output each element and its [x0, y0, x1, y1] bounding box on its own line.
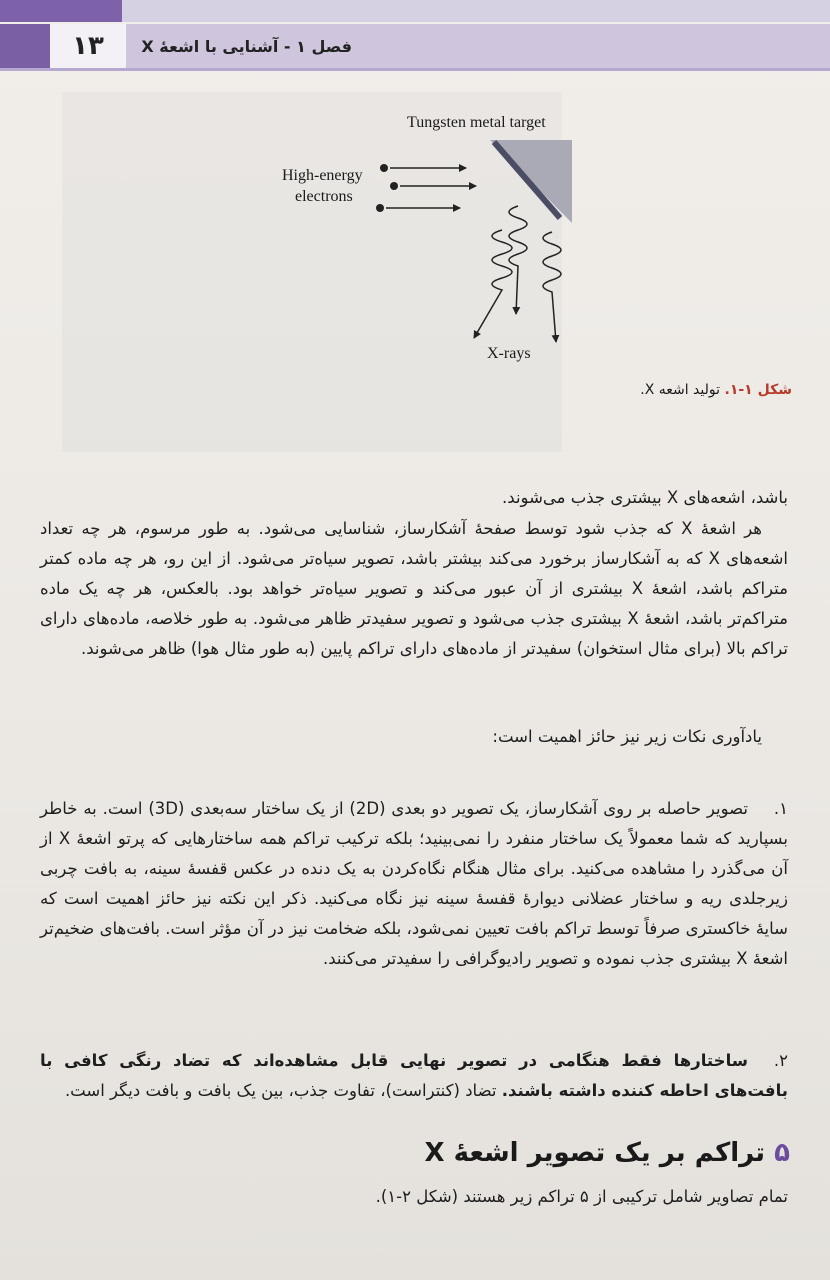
- caption-text: تولید اشعه X.: [640, 382, 725, 398]
- xray-wave: [509, 206, 527, 314]
- section-intro: تمام تصاویر شامل ترکیبی از ۵ تراکم زیر هستند (شکل ۲-۱).: [375, 1187, 788, 1206]
- top-color-band-accent: [0, 0, 122, 22]
- xray-wave: [474, 230, 512, 338]
- list-item-2-bold-text: ساختارها فقط هنگامی در تصویر نهایی قابل مشاهده‌اند که تضاد رنگی کافی با بافت‌های احاطه کننده داشته باشند.: [40, 1051, 788, 1100]
- list-item-2-number: ۲.: [773, 1051, 788, 1070]
- figure-caption: [640, 382, 792, 398]
- list-item-2: [40, 1046, 788, 1106]
- list-item-1: [40, 794, 788, 974]
- header-accent-block: [0, 24, 50, 68]
- top-color-band: [0, 0, 830, 22]
- list-item-2-text: تضاد (کنتراست)، تفاوت جذب، بین یک بافت و بافت دیگر است.: [64, 1081, 502, 1100]
- xray-wave: [543, 232, 561, 342]
- label-tungsten-target: Tungsten metal target: [407, 114, 546, 131]
- electron-dot: [376, 204, 384, 212]
- chapter-title: فصل ۱ - آشنایی با اشعهٔ X: [141, 36, 352, 56]
- label-xrays: X-rays: [487, 345, 531, 362]
- label-electrons-line1: High-energy: [282, 167, 363, 184]
- paragraph-1: باشد، اشعه‌های X بیشتری جذب می‌شوند.: [502, 488, 788, 507]
- page-number: ۱۳: [50, 24, 126, 68]
- paragraph-2: [40, 514, 788, 664]
- paragraph-2-text: هر اشعهٔ X که جذب شود توسط صفحهٔ آشکارساز، شناسایی می‌شود. به طور مرسوم، هر چه تعداد اشعه‌های X که به آشکارساز برخورد می‌کند بیشتر باشد، تصویر سیاه‌تر می‌شود. از این رو، هر چه ماده کمتر متراکم باشد، اشعهٔ X بیشتری از آن عبور می‌کند و تصویر سیاه‌تر خواهد بود. بالعکس، هر چه یک ماده متراکم‌تر باشد، اشعهٔ X بیشتری جذب می‌شود و تصویر سفیدتر ظاهر می‌شود. به طور خلاصه، ماده‌های دارای تراکم بالا (برای مثال استخوان) سفیدتر از ماده‌های دارای تراکم پایین (به طور مثال هوا) ظاهر می‌شوند.: [40, 519, 788, 658]
- label-electrons-line2: electrons: [295, 188, 353, 205]
- header-title-bar: [126, 24, 830, 68]
- caption-number: شکل ۱-۱.: [724, 382, 792, 398]
- list-item-1-text: تصویر حاصله بر روی آشکارساز، یک تصویر دو بعدی (2D) از یک ساختار سه‌بعدی (3D) است. به خاطر بسپارید که شما معمولاً یک ساختار منفرد را نمی‌بینید؛ بلکه ترکیب تراکم همه ساختارهایی که پرتو اشعهٔ X از آن می‌گذرد را مشاهده می‌کنید. برای مثال هنگام نگاه‌کردن به یک دنده در عکس قفسهٔ سینه، به بافت چربی زیرجلدی ریه و ساختار عضلانی دیوارهٔ قفسهٔ سینه نیز نگاه می‌کنید. ذکر این نکته نیز حائز اهمیت است که سایهٔ خاکستری صرفاً توسط تراکم بافت تعیین نمی‌شود، بلکه ضخامت نیز در آن مؤثر است. بافت‌های ضخیم‌تر اشعهٔ X بیشتری جذب نموده و تصویر رادیوگرافی را سفیدتر می‌کنند.: [40, 799, 788, 968]
- section-number: ۵: [774, 1138, 790, 1168]
- electron-dot: [390, 182, 398, 190]
- xray-production-diagram: [270, 108, 590, 378]
- paragraph-3: [40, 722, 788, 752]
- electron-dot: [380, 164, 388, 172]
- page-header: [0, 24, 830, 68]
- section-title-text: تراکم بر یک تصویر اشعهٔ X: [424, 1138, 775, 1168]
- paragraph-3-text: یادآوری نکات زیر نیز حائز اهمیت است:: [492, 727, 762, 746]
- header-divider: [0, 68, 830, 71]
- section-heading: [425, 1138, 790, 1168]
- list-item-1-number: ۱.: [773, 799, 788, 818]
